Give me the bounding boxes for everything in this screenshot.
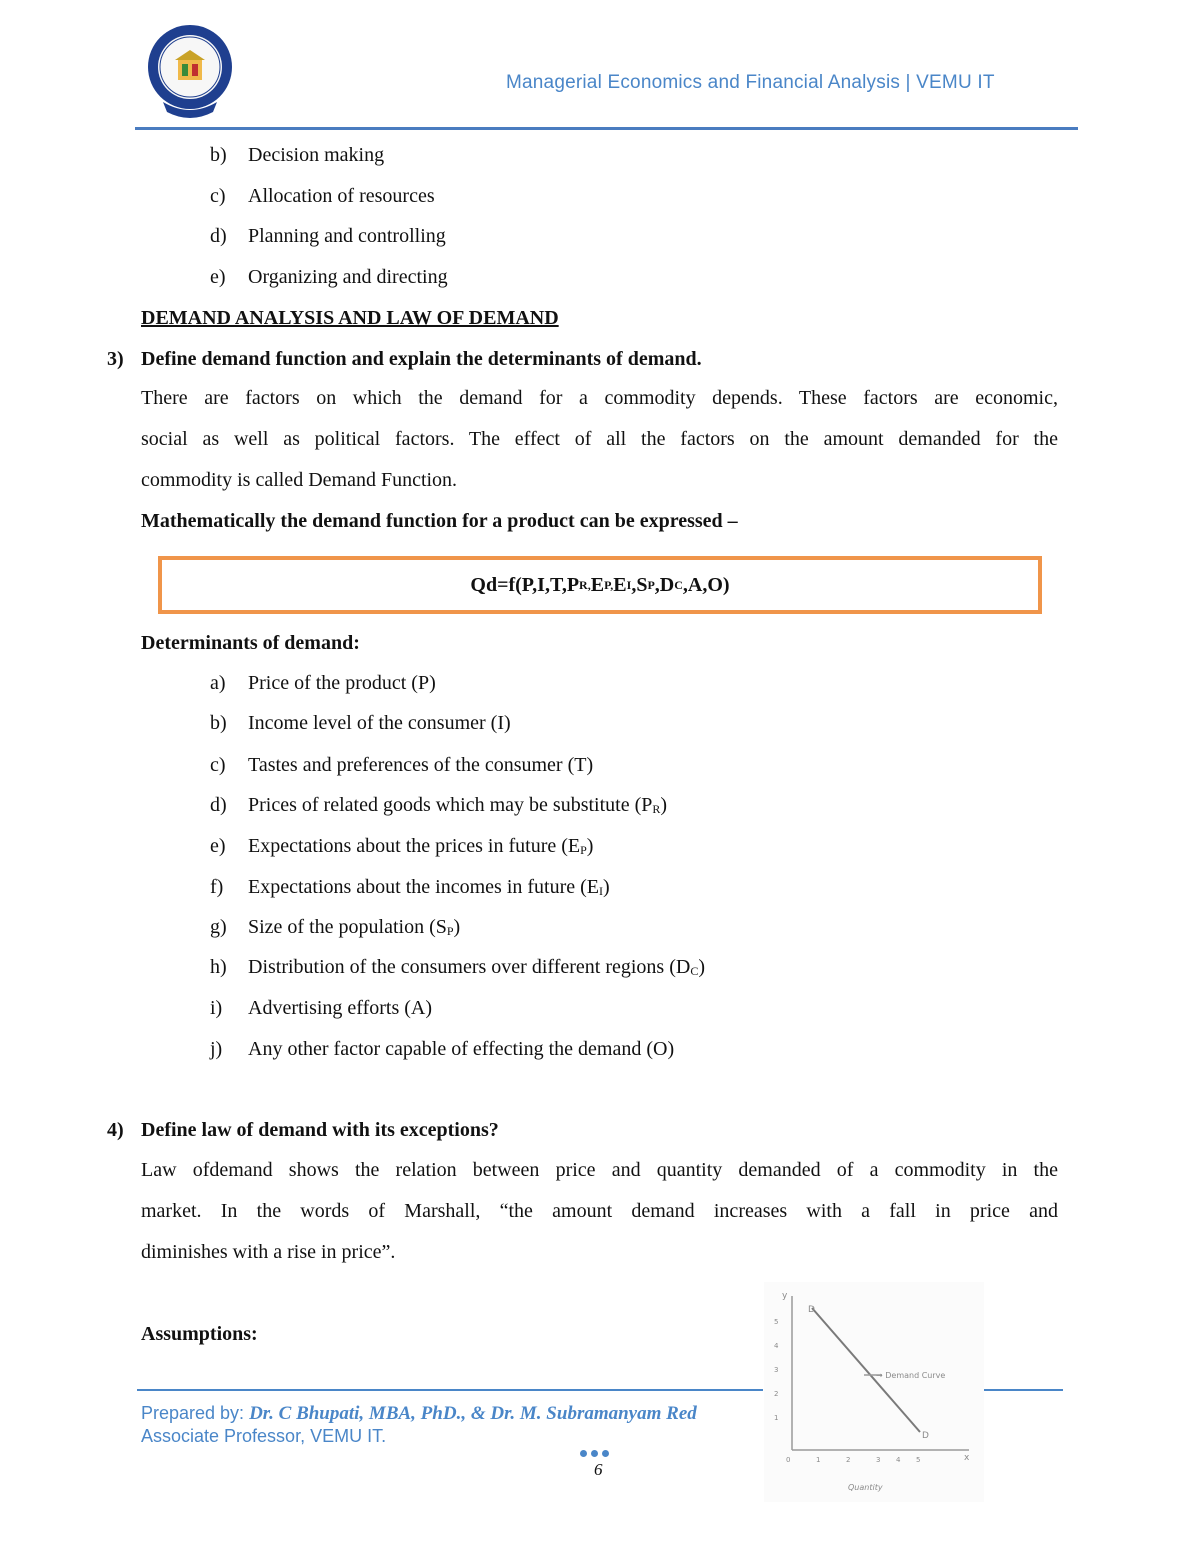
curve-point-label: D <box>922 1431 929 1441</box>
list-item-text: Allocation of resources <box>248 185 435 207</box>
footer-prepared-by: Prepared by: Dr. C Bhupati, MBA, PhD., & Dr. M. Subramanyam Red <box>141 1403 697 1424</box>
svg-text:0: 0 <box>786 1456 791 1464</box>
paragraph-line: diminishes with a rise in price”. <box>141 1241 396 1263</box>
footer-divider <box>137 1389 763 1391</box>
list-item: a) Price of the product (P) <box>210 672 436 694</box>
list-item-letter: c) <box>210 185 226 207</box>
curve-point-label: D <box>808 1305 815 1315</box>
section-heading: DEMAND ANALYSIS AND LAW OF DEMAND <box>141 307 559 329</box>
list-item: h) Distribution of the consumers over different regions $(D_C)$ <box>210 956 705 978</box>
question-title: Define demand function and explain the determinants of demand. <box>141 348 702 370</box>
list-item <box>0 224 1200 248</box>
x-axis-label: x <box>964 1453 970 1463</box>
svg-text:3: 3 <box>774 1366 779 1374</box>
y-axis-label: y <box>782 1291 788 1301</box>
list-item <box>0 143 1200 167</box>
svg-text:1: 1 <box>774 1414 779 1422</box>
determinants-heading: Determinants of demand: <box>141 632 360 654</box>
header-title: Managerial Economics and Financial Analysis | VEMU IT <box>506 72 995 93</box>
paragraph-line: commodity is called Demand Function. <box>141 469 458 491</box>
list-item-letter: e) <box>210 266 226 288</box>
svg-text:5: 5 <box>916 1456 921 1464</box>
list-item-text: Organizing and directing <box>248 266 448 288</box>
list-item: f) Expectations about the incomes in future $(E_I)$ <box>210 876 610 898</box>
paragraph-line: Law ofdemand shows the relation between price and quantity demanded of a commodity in the <box>141 1159 1058 1181</box>
paragraph-line: social as well as political factors. The effect of all the factors on the amount demanded for the <box>141 428 1058 450</box>
list-item-text: Planning and controlling <box>248 225 446 247</box>
list-item: i) Advertising efforts (A) <box>210 997 433 1019</box>
demand-curve-label: → Demand Curve <box>876 1371 946 1380</box>
list-item: b) Income level of the consumer (I) <box>210 712 511 734</box>
assumptions-heading: Assumptions: <box>141 1323 258 1345</box>
paragraph-line: There are factors on which the demand for a commodity depends. These factors are economic, <box>141 387 1058 409</box>
math-intro: Mathematically the demand function for a product can be expressed – <box>141 510 738 532</box>
list-item: j) Any other factor capable of effecting the demand (O) <box>210 1038 675 1060</box>
list-item <box>0 265 1200 289</box>
list-item: e) Expectations about the prices in future $(E_P)$ <box>210 835 594 857</box>
svg-text:2: 2 <box>846 1456 851 1464</box>
svg-text:5: 5 <box>774 1318 779 1326</box>
list-item: d) Prices of related goods which may be substitute $(P_R)$ <box>210 794 668 816</box>
paragraph-line: market. In the words of Marshall, “the amount demand increases with a fall in price and <box>141 1200 1058 1222</box>
svg-text:4: 4 <box>774 1342 779 1350</box>
svg-text:1: 1 <box>816 1456 821 1464</box>
list-item: c) Tastes and preferences of the consumer (T) <box>210 754 594 776</box>
list-item-text: Decision making <box>248 144 385 166</box>
question-number: 3) <box>107 348 124 370</box>
demand-function-formula: Qd=f(P,I,T,P R, E P, E I ,S P ,D C ,A,O) <box>470 573 730 596</box>
x-axis-title: Quantity <box>848 1483 883 1492</box>
paragraph <box>141 378 1058 501</box>
demand-curve-figure <box>764 1282 984 1502</box>
footer-divider <box>980 1389 1063 1391</box>
list-item-letter: b) <box>210 144 227 166</box>
list-item-letter: d) <box>210 225 227 247</box>
question-number: 4) <box>107 1119 124 1141</box>
footer-designation: Associate Professor, VEMU IT. <box>141 1426 387 1446</box>
paragraph <box>141 1150 1058 1273</box>
question-title: Define law of demand with its exceptions? <box>141 1119 499 1141</box>
header-divider <box>135 127 1078 130</box>
list-item: g) Size of the population $(S_P)$ <box>210 916 461 938</box>
svg-text:4: 4 <box>896 1456 901 1464</box>
institute-logo <box>145 22 235 122</box>
page-number: 6 <box>594 1460 603 1479</box>
svg-text:2: 2 <box>774 1390 779 1398</box>
list-item <box>0 184 1200 208</box>
svg-text:3: 3 <box>876 1456 881 1464</box>
